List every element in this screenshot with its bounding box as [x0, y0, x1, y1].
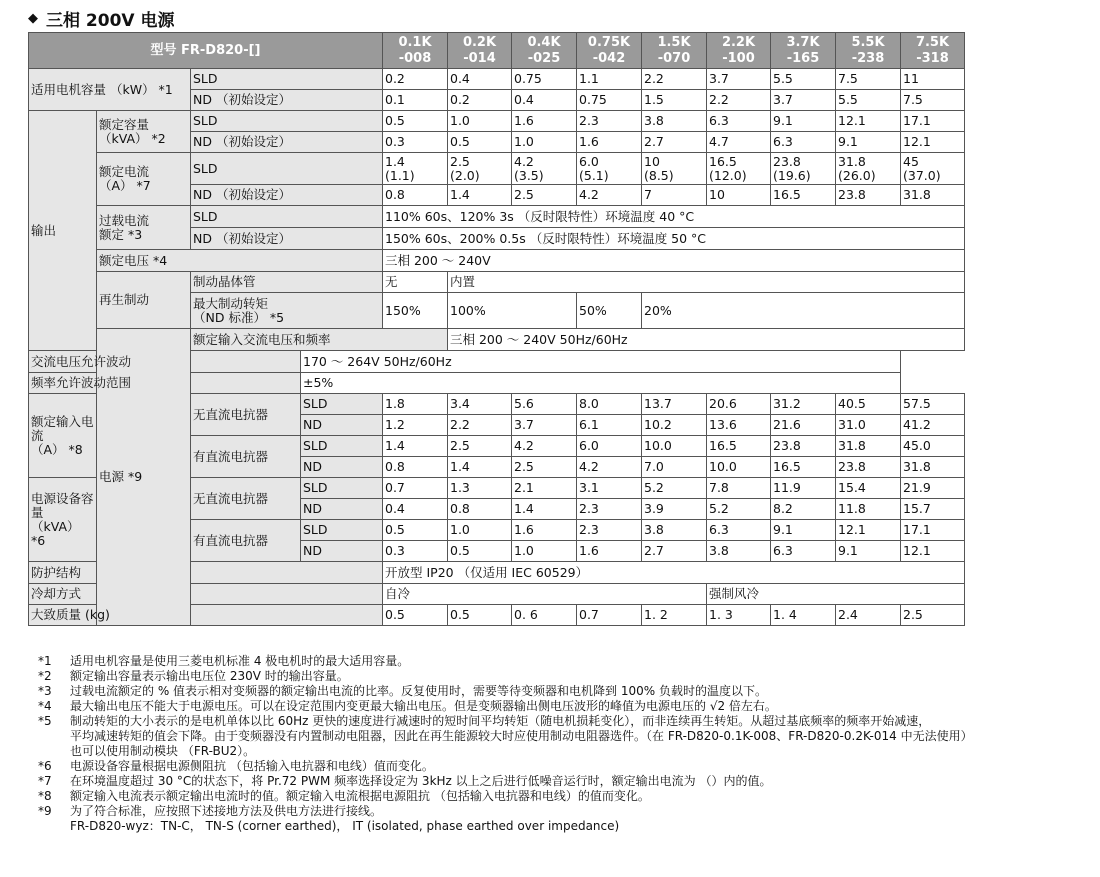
- value-cell: 11.9: [771, 478, 836, 499]
- with-dc-reactor-label: 有直流电抗器: [191, 520, 301, 562]
- value-cell: 3.1: [577, 478, 642, 499]
- value-cell: 57.5: [901, 394, 965, 415]
- value-cell: 0.5: [383, 605, 448, 626]
- value-cell: 7.5: [901, 90, 965, 111]
- value-cell: 10.2: [642, 415, 707, 436]
- row-label-mass: 大致质量 (kg): [29, 605, 383, 626]
- value-cell: [577, 153, 642, 185]
- value-cell: 6.3: [771, 541, 836, 562]
- footnote: [38, 684, 1078, 699]
- current-value: 31.8: [838, 153, 866, 169]
- value-cell: 8.2: [771, 499, 836, 520]
- value-cell: 5.5: [771, 69, 836, 90]
- model-column-header: [448, 33, 512, 69]
- table-row: [29, 250, 965, 272]
- row-label-freq-tolerance: 频率允许波动范围: [29, 373, 301, 394]
- model-column-header: [771, 33, 836, 69]
- cooling-forced-value: 强制风冷: [707, 584, 965, 605]
- value-cell: [771, 153, 836, 185]
- value-cell: 4.2: [577, 185, 642, 206]
- nd-label: ND: [301, 541, 383, 562]
- model-code: -318: [916, 50, 949, 66]
- current-value: 45: [903, 153, 919, 169]
- value-cell: 0.3: [383, 541, 448, 562]
- row-label-motor-capacity: 适用电机容量 （kW） *1: [29, 69, 191, 111]
- protection-value: 开放型 IP20 （仅适用 IEC 60529）: [383, 562, 965, 584]
- rated-voltage-value: 三相 200 ～ 240V: [383, 250, 965, 272]
- sld-label: SLD: [301, 520, 383, 541]
- footnote: [38, 654, 1078, 669]
- current-low-noise-value: (26.0): [838, 167, 876, 183]
- value-cell: 2.5: [448, 436, 512, 457]
- footnote-text: 电源设备容量根据电源侧阻抗 （包括输入电抗器和电线）值而变化。: [70, 759, 434, 773]
- no-dc-reactor-label: 无直流电抗器: [191, 394, 301, 436]
- value-cell: 1.6: [512, 520, 577, 541]
- model-code: -042: [592, 50, 626, 66]
- footnote-number: *5: [38, 714, 52, 728]
- footnote-number: *6: [38, 759, 52, 773]
- torque-150-value: 150%: [383, 293, 448, 329]
- footnote-number: *4: [38, 699, 52, 713]
- value-cell: 16.5: [707, 436, 771, 457]
- current-low-noise-value: (1.1): [385, 167, 415, 183]
- model-column-header: [512, 33, 577, 69]
- row-label-rated-current: 额定电流 （A） *7: [97, 153, 191, 206]
- sld-label: SLD: [191, 111, 383, 132]
- value-cell: 9.1: [771, 520, 836, 541]
- value-cell: 1. 4: [771, 605, 836, 626]
- value-cell: 10: [707, 185, 771, 206]
- current-value: 2.5: [450, 153, 470, 169]
- value-cell: 5.6: [512, 394, 577, 415]
- row-label-power-supply: 电源 *9: [97, 329, 191, 626]
- footnote-text: 额定输入电流表示额定输出电流时的值。额定输入电流根据电源阻抗 （包括输入电抗器和电线）的值而变化。: [70, 789, 650, 803]
- nd-label: ND: [301, 457, 383, 478]
- current-low-noise-value: (2.0): [450, 167, 480, 183]
- page-title: [28, 6, 174, 31]
- rated-input-value: 三相 200 ～ 240V 50Hz/60Hz: [448, 329, 965, 351]
- nd-label: ND （初始设定）: [191, 90, 383, 111]
- footnote-text: 为了符合标准，应按照下述接地方法及供电方法进行接线。: [70, 804, 383, 818]
- value-cell: 7.5: [836, 69, 901, 90]
- table-row: [29, 373, 965, 394]
- model-rating: 2.2K: [721, 34, 756, 50]
- value-cell: 0.2: [383, 69, 448, 90]
- value-cell: 1.5: [642, 90, 707, 111]
- model-column-header: [383, 33, 448, 69]
- value-cell: 23.8: [836, 457, 901, 478]
- value-cell: 0.5: [383, 111, 448, 132]
- current-low-noise-value: (37.0): [903, 167, 941, 183]
- footnote: [38, 789, 1078, 804]
- value-cell: 3.8: [642, 111, 707, 132]
- torque-50-value: 50%: [577, 293, 642, 329]
- table-row: [29, 329, 965, 351]
- title-text: 三相 200V 电源: [46, 11, 175, 31]
- footnote: [38, 774, 1078, 789]
- freq-tolerance-value: ±5%: [301, 373, 901, 394]
- footnote: [38, 669, 1078, 684]
- table-row: [29, 272, 965, 293]
- model-rating: 0.1K: [398, 34, 432, 50]
- value-cell: 45.0: [901, 436, 965, 457]
- value-cell: 0.8: [383, 457, 448, 478]
- value-cell: 16.5: [771, 457, 836, 478]
- value-cell: 10.0: [642, 436, 707, 457]
- value-cell: [901, 153, 965, 185]
- current-value: 1.4: [385, 153, 405, 169]
- value-cell: 12.1: [901, 132, 965, 153]
- table-row: [29, 562, 965, 584]
- value-cell: 0.4: [448, 69, 512, 90]
- value-cell: 2.7: [642, 541, 707, 562]
- value-cell: 0.1: [383, 90, 448, 111]
- value-cell: 3.7: [707, 69, 771, 90]
- model-code: -238: [851, 50, 885, 66]
- value-cell: [707, 153, 771, 185]
- diamond-bullet-icon: ◆: [28, 11, 38, 26]
- model-rating: 5.5K: [851, 34, 885, 50]
- value-cell: 1.0: [512, 132, 577, 153]
- value-cell: 2.2: [707, 90, 771, 111]
- max-brake-torque-label: 最大制动转矩 （ND 标准） *5: [191, 293, 383, 329]
- footnote: [38, 699, 1078, 714]
- value-cell: 0.75: [577, 90, 642, 111]
- row-label-cooling: 冷却方式: [29, 584, 383, 605]
- value-cell: 2.3: [577, 111, 642, 132]
- value-cell: 1.4: [448, 457, 512, 478]
- brake-transistor-label: 制动晶体管: [191, 272, 383, 293]
- value-cell: 6.3: [707, 520, 771, 541]
- footnote-number: *3: [38, 684, 52, 698]
- value-cell: 17.1: [901, 520, 965, 541]
- value-cell: 41.2: [901, 415, 965, 436]
- value-cell: 2.4: [836, 605, 901, 626]
- footnote-text: 过载电流额定的 % 值表示相对变频器的额定输出电流的比率。反复使用时，需要等待变频器和电机降到 100% 负载时的温度以下。: [70, 684, 767, 698]
- footnote-text: 制动转矩的大小表示的是电机单体以比 60Hz 更快的速度进行减速时的短时间平均转矩（随电机损耗变化），而非连续再生转矩。从超过基底频率的频率开始减速， 平均减速转矩的值会下降。由于变频器没有内置制动电阻器，因此在再生能源较大时应使用制动电阻器选件。（在 FR-D820-0.1K-008、FR-D820-0.2K-014 中无法使用） 也可以使用制动模块 （FR-BU2）。: [70, 714, 973, 758]
- value-cell: 9.1: [836, 132, 901, 153]
- value-cell: 0.75: [512, 69, 577, 90]
- value-cell: 15.4: [836, 478, 901, 499]
- current-low-noise-value: (3.5): [514, 167, 544, 183]
- value-cell: 2.3: [577, 499, 642, 520]
- footnote-number: *2: [38, 669, 52, 683]
- model-rating: 0.4K: [527, 34, 561, 50]
- value-cell: 12.1: [901, 541, 965, 562]
- value-cell: 2.1: [512, 478, 577, 499]
- value-cell: 1.8: [383, 394, 448, 415]
- brake-builtin-value: 内置: [448, 272, 965, 293]
- value-cell: 31.8: [901, 185, 965, 206]
- value-cell: 1.4: [448, 185, 512, 206]
- cooling-self-value: 自冷: [383, 584, 707, 605]
- model-column-header: [642, 33, 707, 69]
- value-cell: 0.7: [577, 605, 642, 626]
- table-row: [29, 111, 965, 132]
- value-cell: 5.2: [642, 478, 707, 499]
- row-label-protection: 防护结构: [29, 562, 383, 584]
- current-value: 23.8: [773, 153, 801, 169]
- value-cell: 1.6: [512, 111, 577, 132]
- ac-tolerance-value: 170 ～ 264V 50Hz/60Hz: [301, 351, 901, 373]
- value-cell: 0. 6: [512, 605, 577, 626]
- row-label-rated-input: 额定输入交流电压和频率: [191, 329, 448, 351]
- value-cell: 12.1: [836, 111, 901, 132]
- footnote-text: 最大输出电压不能大于电源电压。可以在设定范围内变更最大输出电压。但是变频器输出侧电压波形的峰值为电源电压的 √2 倍左右。: [70, 699, 777, 713]
- value-cell: 0.5: [383, 520, 448, 541]
- nd-label: ND （初始设定）: [191, 228, 383, 250]
- footnote: [38, 804, 1078, 819]
- value-cell: [448, 153, 512, 185]
- overload-sld-value: 110% 60s、120% 3s （反时限特性）环境温度 40 °C: [383, 206, 965, 228]
- table-row: [29, 33, 965, 69]
- value-cell: 1.6: [577, 541, 642, 562]
- current-value: 6.0: [579, 153, 599, 169]
- table-row: [29, 206, 965, 228]
- model-code: -100: [722, 50, 755, 66]
- current-low-noise-value: (12.0): [709, 167, 747, 183]
- value-cell: 11: [901, 69, 965, 90]
- value-cell: 21.9: [901, 478, 965, 499]
- table-row: [29, 153, 965, 185]
- value-cell: 3.4: [448, 394, 512, 415]
- value-cell: 1.3: [448, 478, 512, 499]
- value-cell: 4.2: [577, 457, 642, 478]
- value-cell: 4.2: [512, 436, 577, 457]
- table-row: [29, 584, 965, 605]
- footnote-text: 在环境温度超过 30 °C的状态下，将 Pr.72 PWM 频率选择设定为 3kHz 以上之后进行低噪音运行时，额定输出电流为 （）内的值。: [70, 774, 772, 788]
- model-column-header: [577, 33, 642, 69]
- current-value: 16.5: [709, 153, 737, 169]
- value-cell: [836, 153, 901, 185]
- value-cell: 2.2: [448, 415, 512, 436]
- value-cell: 5.2: [707, 499, 771, 520]
- row-label-power-capacity: 电源设备容量 （kVA） *6: [29, 478, 97, 562]
- model-rating: 7.5K: [915, 34, 950, 50]
- spec-table: [28, 32, 965, 626]
- model-rating: 1.5K: [657, 34, 691, 50]
- footnote-number: *7: [38, 774, 52, 788]
- current-value: 10: [644, 153, 660, 169]
- value-cell: 6.1: [577, 415, 642, 436]
- no-dc-reactor-label: 无直流电抗器: [191, 478, 301, 520]
- model-code: -008: [398, 50, 432, 66]
- overload-nd-value: 150% 60s、200% 0.5s （反时限特性）环境温度 50 °C: [383, 228, 965, 250]
- value-cell: [512, 153, 577, 185]
- value-cell: 0.7: [383, 478, 448, 499]
- footnote: [38, 759, 1078, 774]
- value-cell: 1.0: [448, 111, 512, 132]
- model-code: -070: [657, 50, 691, 66]
- value-cell: 1.0: [448, 520, 512, 541]
- value-cell: 3.7: [512, 415, 577, 436]
- nd-label: ND （初始设定）: [191, 132, 383, 153]
- value-cell: 6.3: [707, 111, 771, 132]
- value-cell: 0.8: [383, 185, 448, 206]
- footnotes: [38, 654, 1078, 834]
- value-cell: 6.0: [577, 436, 642, 457]
- model-code: -025: [527, 50, 561, 66]
- value-cell: 20.6: [707, 394, 771, 415]
- row-label-overload: 过载电流 额定 *3: [97, 206, 191, 250]
- value-cell: 3.9: [642, 499, 707, 520]
- footnote-number: *9: [38, 804, 52, 818]
- model-rating: 0.2K: [462, 34, 497, 50]
- value-cell: 9.1: [836, 541, 901, 562]
- with-dc-reactor-label: 有直流电抗器: [191, 436, 301, 478]
- value-cell: 2.7: [642, 132, 707, 153]
- value-cell: [383, 153, 448, 185]
- sld-label: SLD: [301, 394, 383, 415]
- sld-label: SLD: [191, 69, 383, 90]
- value-cell: 7: [642, 185, 707, 206]
- table-row: [29, 69, 965, 90]
- value-cell: 2.5: [512, 457, 577, 478]
- nd-label: ND: [301, 415, 383, 436]
- model-column-header: [901, 33, 965, 69]
- value-cell: 23.8: [771, 436, 836, 457]
- value-cell: 31.0: [836, 415, 901, 436]
- value-cell: 21.6: [771, 415, 836, 436]
- value-cell: 0.5: [448, 132, 512, 153]
- nd-label: ND （初始设定）: [191, 185, 383, 206]
- current-value: 4.2: [514, 153, 534, 169]
- table-row: [29, 351, 965, 373]
- value-cell: 6.3: [771, 132, 836, 153]
- value-cell: 3.7: [771, 90, 836, 111]
- value-cell: 1.6: [577, 132, 642, 153]
- value-cell: 2.2: [642, 69, 707, 90]
- row-label-rated-input-current: 额定输入电流 （A） *8: [29, 394, 97, 478]
- value-cell: 0.5: [448, 605, 512, 626]
- value-cell: 15.7: [901, 499, 965, 520]
- footnote-grounding: FR-D820-wyz：TN-C， TN-S (corner earthed)， IT (isolated, phase earthed over impedance): [70, 819, 620, 833]
- value-cell: 1.4: [383, 436, 448, 457]
- current-low-noise-value: (5.1): [579, 167, 609, 183]
- row-label-rated-capacity: 额定容量 （kVA） *2: [97, 111, 191, 153]
- model-rating: 3.7K: [786, 34, 820, 50]
- sld-label: SLD: [301, 478, 383, 499]
- value-cell: 0.4: [383, 499, 448, 520]
- value-cell: 4.7: [707, 132, 771, 153]
- value-cell: 2.3: [577, 520, 642, 541]
- value-cell: 0.2: [448, 90, 512, 111]
- footnote-number: *8: [38, 789, 52, 803]
- value-cell: 5.5: [836, 90, 901, 111]
- sld-label: SLD: [191, 153, 383, 185]
- value-cell: 2.5: [512, 185, 577, 206]
- value-cell: 7.0: [642, 457, 707, 478]
- value-cell: 7.8: [707, 478, 771, 499]
- value-cell: 1.0: [512, 541, 577, 562]
- torque-20-value: 20%: [642, 293, 965, 329]
- footnote-text: 额定输出容量表示输出电压位 230V 时的输出容量。: [70, 669, 349, 683]
- value-cell: 1. 3: [707, 605, 771, 626]
- value-cell: 0.4: [512, 90, 577, 111]
- model-column-header: [707, 33, 771, 69]
- value-cell: 3.8: [707, 541, 771, 562]
- value-cell: 17.1: [901, 111, 965, 132]
- value-cell: 8.0: [577, 394, 642, 415]
- brake-none-value: 无: [383, 272, 448, 293]
- value-cell: 1.2: [383, 415, 448, 436]
- value-cell: 31.8: [901, 457, 965, 478]
- value-cell: 1.4: [512, 499, 577, 520]
- value-cell: 16.5: [771, 185, 836, 206]
- value-cell: [642, 153, 707, 185]
- value-cell: 0.3: [383, 132, 448, 153]
- model-rating: 0.75K: [587, 34, 631, 50]
- model-header: 型号 FR-D820-[]: [29, 33, 383, 69]
- row-label-regen: 再生制动: [97, 272, 191, 329]
- value-cell: 11.8: [836, 499, 901, 520]
- value-cell: 31.2: [771, 394, 836, 415]
- model-code: -014: [463, 50, 496, 66]
- current-low-noise-value: (8.5): [644, 167, 674, 183]
- value-cell: 1.1: [577, 69, 642, 90]
- value-cell: 3.8: [642, 520, 707, 541]
- sld-label: SLD: [301, 436, 383, 457]
- footnote: [38, 714, 1078, 759]
- value-cell: 1. 2: [642, 605, 707, 626]
- value-cell: 2.5: [901, 605, 965, 626]
- row-label-ac-tolerance: 交流电压允许波动: [29, 351, 301, 373]
- torque-100-value: 100%: [448, 293, 577, 329]
- value-cell: 0.8: [448, 499, 512, 520]
- value-cell: 40.5: [836, 394, 901, 415]
- footnote-text: 适用电机容量是使用三菱电机标准 4 极电机时的最大适用容量。: [70, 654, 410, 668]
- sld-label: SLD: [191, 206, 383, 228]
- model-column-header: [836, 33, 901, 69]
- value-cell: 23.8: [836, 185, 901, 206]
- value-cell: 13.7: [642, 394, 707, 415]
- value-cell: 9.1: [771, 111, 836, 132]
- value-cell: 31.8: [836, 436, 901, 457]
- value-cell: 13.6: [707, 415, 771, 436]
- current-low-noise-value: (19.6): [773, 167, 811, 183]
- value-cell: 10.0: [707, 457, 771, 478]
- footnote-number: *1: [38, 654, 52, 668]
- row-label-output: 输出: [29, 111, 97, 351]
- nd-label: ND: [301, 499, 383, 520]
- table-row: [29, 605, 965, 626]
- row-label-rated-voltage: 额定电压 *4: [97, 250, 383, 272]
- value-cell: 12.1: [836, 520, 901, 541]
- model-code: -165: [786, 50, 820, 66]
- value-cell: 0.5: [448, 541, 512, 562]
